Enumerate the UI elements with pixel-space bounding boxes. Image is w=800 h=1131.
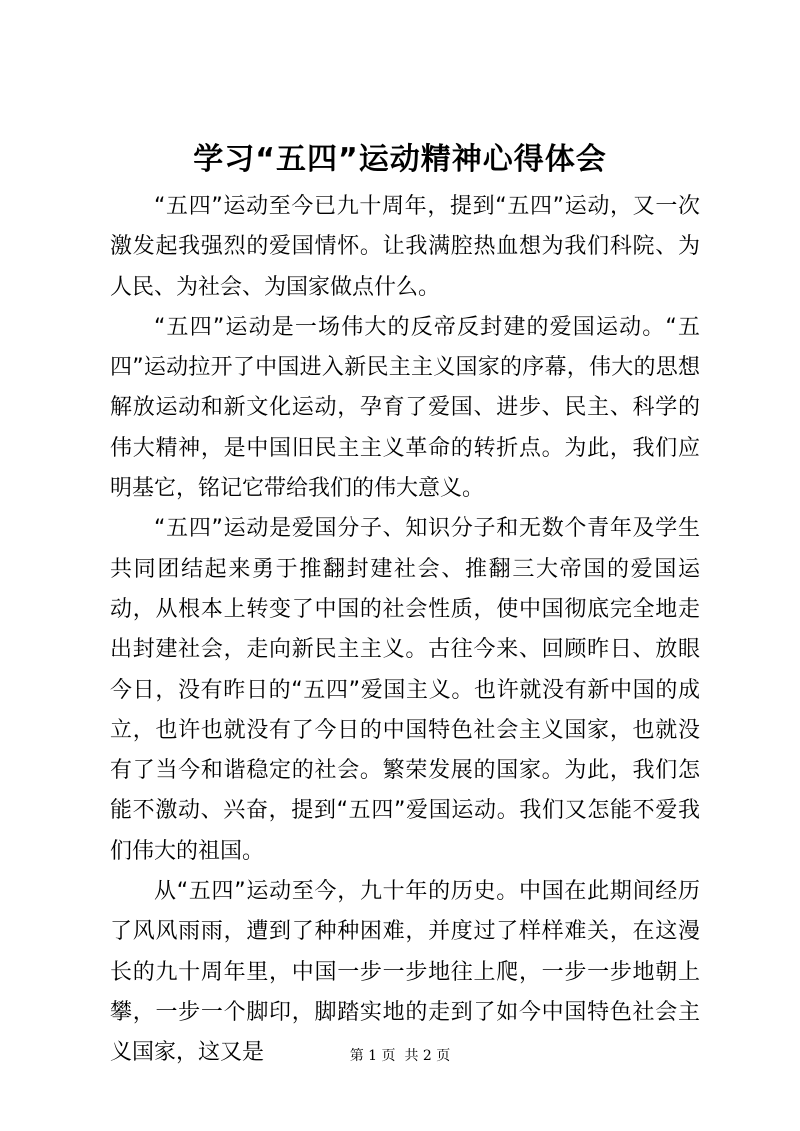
paragraph-2: “五四”运动是一场伟大的反帝反封建的爱国运动。“五四”运动拉开了中国进入新民主主义国家的序幕，伟大的思想解放运动和新文化运动，孕育了爱国、进步、民主、科学的伟大精神，是中国旧民主主义革命的转折点。为此，我们应明基它，铭记它带给我们的伟大意义。 xyxy=(110,314,700,502)
document-title: 学习“五四”运动精神心得体会 xyxy=(193,142,607,177)
paragraph-4: 从“五四”运动至今，九十年的历史。中国在此期间经历了风风雨雨，遭到了种种困难，并度过了样样难关，在这漫长的九十周年里，中国一步一步地往上爬，一步一步地朝上攀，一步一个脚印，脚踏实地的走到了如今中国特色社会主义国家，这又是 xyxy=(110,879,700,1066)
page-footer xyxy=(0,1046,800,1066)
paragraph-3: “五四”运动是爱国分子、知识分子和无数个青年及学生共同团结起来勇于推翻封建社会、推翻三大帝国的爱国运动，从根本上转变了中国的社会性质，使中国彻底完全地走出封建社会，走向新民主主义。古往今来、回顾昨日、放眼今日，没有昨日的“五四”爱国主义。也许就没有新中国的成立，也许也就没有了今日的中国特色社会主义国家，也就没有了当今和谐稳定的社会。繁荣发展的国家。为此，我们怎能不激动、兴奋，提到“五四”爱国运动。我们又怎能不爱我们伟大的祖国。 xyxy=(110,516,700,864)
document-body xyxy=(110,187,700,1074)
paragraph-1: “五四”运动至今已九十周年，提到“五四”运动，又一次激发起我强烈的爱国情怀。让我满腔热血想为我们科院、为人民、为社会、为国家做点什么。 xyxy=(110,194,700,300)
page-number-label: 第 1 页 共 2 页 xyxy=(349,1048,451,1064)
